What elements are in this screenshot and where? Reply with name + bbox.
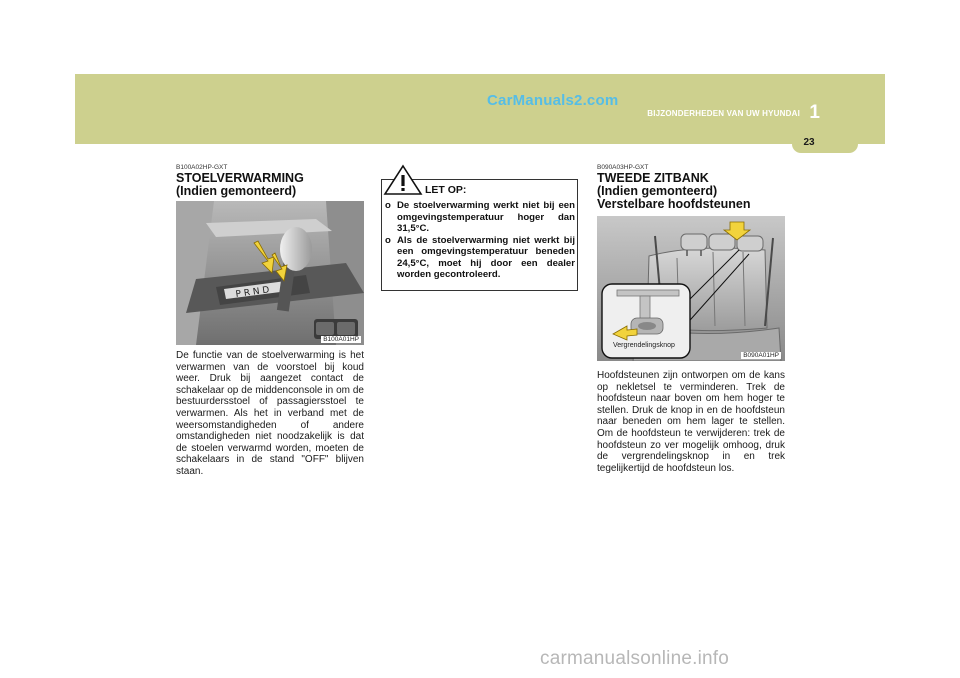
section-title: STOELVERWARMING [176, 171, 304, 185]
warning-title: LET OP: [425, 184, 467, 196]
left-section-header [176, 164, 366, 198]
warning-bullet: o [385, 200, 391, 211]
section-subtitle: (Indien gemonteerd) [597, 184, 718, 198]
warning-triangle-icon [383, 164, 423, 201]
left-body-text: De functie van de stoelverwarming is het verwarmen van de voorstoel bij koud weer. Druk bij aangezet contact de schakelaar op de middenconsole in om de bestuurdersstoel of passagiersstoel te verwarmen. Als het in verband met de weersomstandigheden of andere omstandigheden niet noodzakelijk is dat de stoelen verwarmd worden, moeten de schakelaars in de stand "OFF" blijven staan. [176, 350, 364, 477]
section-code: B090A03HP-GXT [597, 164, 649, 171]
page-number: 23 [803, 137, 815, 148]
figure-callout-label: Vergrendelingsknop [613, 342, 675, 349]
section-code: B100A02HP-GXT [176, 164, 228, 171]
warning-item-text: Als de stoelverwarming niet werkt bij een omgevingstemperatuur beneden 24,5°C, moet hij door een dealer worden gecontroleerd. [397, 234, 575, 280]
figure-code: B090A01HP [743, 352, 779, 359]
chapter-title: BIJZONDERHEDEN VAN UW HYUNDAI [647, 109, 800, 118]
rear-seat-photo [597, 216, 785, 361]
chapter-number: 1 [809, 102, 820, 123]
seat-heater-photo [176, 201, 364, 345]
warning-item-text: De stoelverwarming werkt niet bij een omgevingstemperatuur hoger dan 31,5°C. [397, 200, 575, 234]
warning-list [385, 200, 575, 281]
figure-code: B100A01HP [323, 336, 359, 343]
section-subtitle: (Indien gemonteerd) [176, 184, 297, 198]
warning-item [385, 235, 575, 281]
rear-bench-illustration [597, 216, 785, 361]
warning-bullet: o [385, 234, 391, 246]
section-title: TWEEDE ZITBANK [597, 171, 709, 185]
section-subheading: Verstelbare hoofdsteunen [597, 197, 751, 211]
footer-watermark[interactable]: carmanualsonline.info [540, 648, 730, 669]
svg-text:P R N D: P R N D [235, 285, 271, 300]
center-console-illustration [176, 201, 364, 345]
warning-item [385, 200, 575, 235]
site-logo[interactable]: CarManuals2.com [487, 92, 619, 109]
right-section-header [597, 164, 787, 211]
right-body-text: Hoofdsteunen zijn ontworpen om de kans op nekletsel te verminderen. Trek de hoofdsteun naar boven om hem hoger te stellen. Druk de knop in en de hoofdsteun naar beneden om hem lager te stellen. Om de hoofdsteun te verwijderen: trek de hoofdsteun zo ver mogelijk omhoog, druk de vergrendelingsknop in en trek tegelijkertijd de hoofdsteun los. [597, 370, 785, 474]
